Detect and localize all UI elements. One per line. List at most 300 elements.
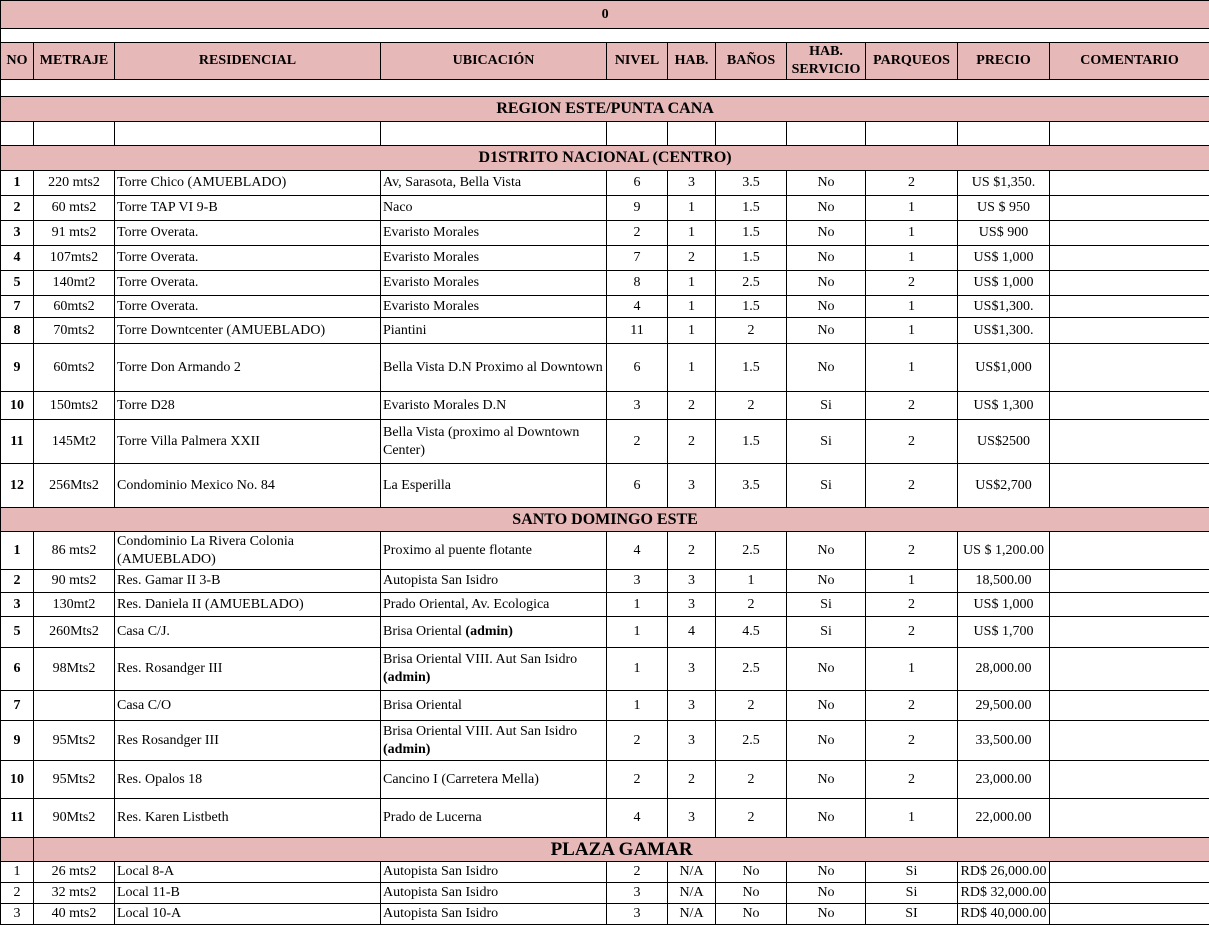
cell-precio: RD$ 40,000.00 [958,904,1050,925]
cell-parqueos: 2 [866,721,958,761]
cell-ubicacion [381,532,607,570]
cell-nivel: 2 [607,721,668,761]
cell-hab: 3 [668,648,716,691]
cell-metraje: 145Mt2 [34,420,115,464]
cell-ubicacion: Bella Vista D.N Proximo al Downtown [381,344,607,392]
cell-ubicacion [381,570,607,593]
cell-servicio: No [787,648,866,691]
cell-comentario [1050,221,1209,246]
cell-residencial: Condominio Mexico No. 84 [115,464,381,508]
cell-hab: N/A [668,904,716,925]
cell-servicio: Si [787,392,866,420]
cell-no: 8 [1,318,34,344]
cell-no: 11 [1,799,34,838]
table-row [1,296,1209,318]
cell-ubicacion: Piantini [381,318,607,344]
cell-servicio: No [787,246,866,271]
cell-comentario [1050,593,1209,617]
cell-ubicacion: La Esperilla [381,464,607,508]
table-row [1,799,1209,838]
table-row [1,862,1209,883]
cell-no: 1 [1,532,34,570]
cell-nivel: 4 [607,296,668,318]
cell-no: 7 [1,296,34,318]
cell-nivel: 4 [607,799,668,838]
cell-nivel: 2 [607,761,668,799]
cell-metraje: 60 mts2 [34,196,115,221]
cell-hab: 2 [668,392,716,420]
cell-comentario [1050,296,1209,318]
cell-residencial: Condominio La Rivera Colonia (AMUEBLADO) [115,532,381,570]
cell-ubicacion [381,721,607,761]
cell-no: 2 [1,570,34,593]
cell-servicio: No [787,570,866,593]
cell-residencial: Torre Don Armando 2 [115,344,381,392]
cell-banos: No [716,904,787,925]
cell-parqueos: Si [866,862,958,883]
cell-residencial: Casa C/O [115,691,381,721]
col-header-hab-servicio-line2: SERVICIO [791,62,861,77]
cell-comentario [1050,799,1209,838]
table-row [1,691,1209,721]
cell-servicio: No [787,196,866,221]
cell-ubicacion [381,761,607,799]
cell-servicio: Si [787,617,866,648]
cell-ubicacion-text: Brisa Oriental VIII. Aut San Isidro [383,723,578,739]
cell-parqueos: 1 [866,570,958,593]
cell-banos: 2.5 [716,721,787,761]
cell-ubicacion [381,799,607,838]
cell-residencial: Torre Overata. [115,271,381,296]
cell-metraje: 60mts2 [34,296,115,318]
cell-metraje: 60mts2 [34,344,115,392]
cell-servicio: No [787,296,866,318]
cell-comentario [1050,648,1209,691]
cell-hab: 3 [668,464,716,508]
cell-servicio: No [787,171,866,196]
cell-banos: 2.5 [716,648,787,691]
cell-residencial: Torre TAP VI 9-B [115,196,381,221]
cell-banos: 1 [716,570,787,593]
cell-residencial: Torre D28 [115,392,381,420]
cell-parqueos: 2 [866,271,958,296]
cell-nivel: 3 [607,392,668,420]
cell-parqueos: Si [866,883,958,904]
cell-residencial: Res. Rosandger III [115,648,381,691]
cell-banos: 2 [716,799,787,838]
cell-hab: 1 [668,196,716,221]
cell-precio: RD$ 26,000.00 [958,862,1050,883]
cell-ubicacion-text: Proximo al puente flotante [383,542,532,558]
cell-residencial: Torre Overata. [115,221,381,246]
cell-banos: 2 [716,761,787,799]
section-title-sde: SANTO DOMINGO ESTE [1,508,1209,532]
table-row [1,648,1209,691]
cell-residencial: Torre Chico (AMUEBLADO) [115,171,381,196]
cell-parqueos: 2 [866,617,958,648]
cell-hab: 3 [668,691,716,721]
cell-parqueos: 2 [866,392,958,420]
cell-no: 3 [1,593,34,617]
col-header-precio: PRECIO [958,43,1050,80]
cell-ubicacion: Autopista San Isidro [381,904,607,925]
cell-parqueos: 1 [866,344,958,392]
col-header-residencial: RESIDENCIAL [115,43,381,80]
table-row [1,761,1209,799]
col-header-metraje: METRAJE [34,43,115,80]
cell-banos: No [716,883,787,904]
cell-comentario [1050,196,1209,221]
cell-residencial: Casa C/J. [115,617,381,648]
cell-precio: US$1,300. [958,318,1050,344]
cell-no: 9 [1,721,34,761]
cell-banos: 2 [716,593,787,617]
cell-comentario [1050,246,1209,271]
cell-ubicacion: Naco [381,196,607,221]
cell-parqueos: 1 [866,296,958,318]
cell-metraje: 86 mts2 [34,532,115,570]
cell-precio: 33,500.00 [958,721,1050,761]
cell-banos: 2.5 [716,532,787,570]
cell-nivel: 6 [607,171,668,196]
cell-no: 9 [1,344,34,392]
cell-precio: US$2500 [958,420,1050,464]
cell-metraje: 140mt2 [34,271,115,296]
cell-comentario [1050,344,1209,392]
cell-no: 3 [1,221,34,246]
cell-metraje: 32 mts2 [34,883,115,904]
cell-no: 4 [1,246,34,271]
cell-servicio: Si [787,593,866,617]
cell-hab: 3 [668,171,716,196]
col-header-parqueos: PARQUEOS [866,43,958,80]
cell-ubicacion-text: Prado de Lucerna [383,810,482,825]
cell-nivel: 2 [607,862,668,883]
cell-nivel: 7 [607,246,668,271]
cell-metraje: 98Mts2 [34,648,115,691]
cell-banos: 1.5 [716,196,787,221]
cell-hab: 1 [668,271,716,296]
table-row [1,171,1209,196]
cell-nivel: 1 [607,648,668,691]
cell-parqueos: 1 [866,799,958,838]
cell-nivel: 6 [607,464,668,508]
cell-banos: 2 [716,392,787,420]
cell-servicio: No [787,318,866,344]
table-row [1,617,1209,648]
cell-precio: US$1,000 [958,344,1050,392]
cell-metraje: 220 mts2 [34,171,115,196]
cell-no: 12 [1,464,34,508]
header-row [1,43,1209,80]
cell-parqueos: 2 [866,761,958,799]
cell-residencial: Res. Daniela II (AMUEBLADO) [115,593,381,617]
table-row [1,883,1209,904]
cell-metraje: 90 mts2 [34,570,115,593]
cell-comentario [1050,617,1209,648]
cell-ubicacion [381,617,607,648]
cell-precio: US$ 1,000 [958,271,1050,296]
cell-no: 1 [1,171,34,196]
cell-ubicacion-note: (admin) [465,624,513,639]
section-cell [1,838,34,862]
cell-banos: 1.5 [716,344,787,392]
cell-hab: 2 [668,246,716,271]
cell-ubicacion-text: Autopista San Isidro [383,573,499,588]
cell-hab: 1 [668,221,716,246]
cell-hab: 1 [668,344,716,392]
cell-precio: US $1,350. [958,171,1050,196]
cell-metraje [34,691,115,721]
cell-servicio: No [787,761,866,799]
cell-comentario [1050,883,1209,904]
table-row [1,196,1209,221]
cell-residencial: Torre Downtcenter (AMUEBLADO) [115,318,381,344]
cell-banos: 4.5 [716,617,787,648]
cell-ubicacion-text: Prado Oriental, Av. Ecologica [383,596,550,612]
cell-hab: 3 [668,593,716,617]
col-header-hab-servicio [787,43,866,80]
col-header-banos: BAÑOS [716,43,787,80]
cell-comentario [1050,570,1209,593]
cell-ubicacion: Autopista San Isidro [381,883,607,904]
cell-parqueos: 1 [866,246,958,271]
cell-hab: 2 [668,420,716,464]
cell-precio: 29,500.00 [958,691,1050,721]
cell-comentario [1050,691,1209,721]
cell-no: 10 [1,392,34,420]
cell-precio: US$ 1,300 [958,392,1050,420]
cell-hab: 3 [668,721,716,761]
cell-precio: US $ 1,200.00 [958,532,1050,570]
col-header-no: NO [1,43,34,80]
cell-nivel: 2 [607,420,668,464]
cell-parqueos: 2 [866,532,958,570]
cell-metraje: 256Mts2 [34,464,115,508]
cell-banos: 2 [716,318,787,344]
cell-metraje: 95Mts2 [34,761,115,799]
cell-ubicacion-text: Brisa Oriental [383,624,466,639]
cell-ubicacion [381,593,607,617]
cell-precio: 23,000.00 [958,761,1050,799]
cell-comentario [1050,464,1209,508]
cell-ubicacion-text: Brisa Oriental [383,697,462,713]
table-row [1,420,1209,464]
cell-metraje: 70mts2 [34,318,115,344]
cell-no: 5 [1,617,34,648]
cell-nivel: 3 [607,570,668,593]
cell-precio: US$1,300. [958,296,1050,318]
section-title-dn: D1STRITO NACIONAL (CENTRO) [1,146,1209,171]
cell-nivel: 1 [607,617,668,648]
cell-hab: 3 [668,799,716,838]
cell-nivel: 4 [607,532,668,570]
cell-banos: 2 [716,691,787,721]
cell-metraje: 150mts2 [34,392,115,420]
table-row [1,318,1209,344]
cell-precio: US $ 950 [958,196,1050,221]
cell-parqueos: 2 [866,593,958,617]
cell-residencial: Local 10-A [115,904,381,925]
cell-banos: 1.5 [716,296,787,318]
cell-metraje: 91 mts2 [34,221,115,246]
cell-servicio: Si [787,420,866,464]
cell-servicio: No [787,532,866,570]
section-title-plaza: PLAZA GAMAR [34,838,1209,862]
cell-ubicacion-text: Brisa Oriental VIII. Aut San Isidro [383,652,578,667]
col-header-ubicacion: UBICACIÓN [381,43,607,80]
cell-comentario [1050,318,1209,344]
cell-precio: US$ 1,000 [958,593,1050,617]
col-header-comentario: COMENTARIO [1050,43,1209,80]
cell-comentario [1050,862,1209,883]
cell-no: 11 [1,420,34,464]
cell-precio: US$ 1,700 [958,617,1050,648]
cell-comentario [1050,721,1209,761]
cell-parqueos: 2 [866,691,958,721]
cell-hab: 4 [668,617,716,648]
cell-metraje: 26 mts2 [34,862,115,883]
cell-precio: 18,500.00 [958,570,1050,593]
cell-nivel: 1 [607,691,668,721]
cell-residencial: Res. Karen Listbeth [115,799,381,838]
cell-nivel: 8 [607,271,668,296]
cell-ubicacion-note: (admin) [383,741,431,757]
cell-no: 10 [1,761,34,799]
cell-hab: 1 [668,318,716,344]
cell-no: 7 [1,691,34,721]
cell-servicio: No [787,721,866,761]
section-title-este: REGION ESTE/PUNTA CANA [1,97,1209,122]
cell-hab: 2 [668,761,716,799]
empty-row [1,122,1209,146]
cell-metraje: 40 mts2 [34,904,115,925]
cell-comentario [1050,271,1209,296]
cell-precio: 28,000.00 [958,648,1050,691]
cell-precio: US$ 1,000 [958,246,1050,271]
cell-residencial: Torre Overata. [115,246,381,271]
cell-precio: US$2,700 [958,464,1050,508]
cell-ubicacion: Evaristo Morales [381,271,607,296]
cell-parqueos: 1 [866,196,958,221]
cell-banos: 3.5 [716,464,787,508]
cell-comentario [1050,420,1209,464]
cell-comentario [1050,761,1209,799]
cell-servicio: No [787,904,866,925]
cell-servicio: No [787,862,866,883]
cell-no: 2 [1,196,34,221]
cell-servicio: No [787,799,866,838]
table-row [1,221,1209,246]
cell-residencial: Torre Overata. [115,296,381,318]
cell-banos: 2.5 [716,271,787,296]
sheet-title: 0 [1,1,1209,29]
cell-nivel: 3 [607,883,668,904]
cell-ubicacion: Bella Vista (proximo al Downtown Center) [381,420,607,464]
cell-ubicacion-text: Cancino I (Carretera Mella) [383,771,539,787]
cell-precio: 22,000.00 [958,799,1050,838]
cell-parqueos: 1 [866,648,958,691]
cell-metraje: 90Mts2 [34,799,115,838]
cell-residencial: Local 8-A [115,862,381,883]
cell-ubicacion: Evaristo Morales [381,246,607,271]
col-header-hab-servicio-line1: HAB. [809,44,843,59]
cell-nivel: 9 [607,196,668,221]
cell-comentario [1050,532,1209,570]
cell-servicio: No [787,691,866,721]
cell-ubicacion: Autopista San Isidro [381,862,607,883]
cell-precio: US$ 900 [958,221,1050,246]
cell-ubicacion [381,648,607,691]
cell-comentario [1050,171,1209,196]
cell-metraje: 260Mts2 [34,617,115,648]
cell-hab: 3 [668,570,716,593]
cell-banos: 1.5 [716,420,787,464]
cell-residencial: Res Rosandger III [115,721,381,761]
spacer-row [1,29,1209,43]
cell-hab: 2 [668,532,716,570]
cell-nivel: 6 [607,344,668,392]
cell-no: 1 [1,862,34,883]
cell-ubicacion: Evaristo Morales [381,221,607,246]
cell-no: 2 [1,883,34,904]
cell-comentario [1050,392,1209,420]
cell-no: 5 [1,271,34,296]
cell-metraje: 130mt2 [34,593,115,617]
cell-banos: 1.5 [716,246,787,271]
cell-hab: N/A [668,862,716,883]
table-row [1,593,1209,617]
cell-hab: N/A [668,883,716,904]
cell-parqueos: 2 [866,420,958,464]
cell-ubicacion: Av, Sarasota, Bella Vista [381,171,607,196]
cell-parqueos: SI [866,904,958,925]
table-row [1,464,1209,508]
cell-metraje: 95Mts2 [34,721,115,761]
cell-hab: 1 [668,296,716,318]
cell-banos: No [716,862,787,883]
spacer-row [1,80,1209,97]
cell-metraje: 107mts2 [34,246,115,271]
cell-servicio: No [787,271,866,296]
cell-ubicacion: Evaristo Morales [381,296,607,318]
cell-ubicacion: Evaristo Morales D.N [381,392,607,420]
cell-parqueos: 1 [866,221,958,246]
cell-no: 6 [1,648,34,691]
cell-ubicacion-note: (admin) [383,670,431,685]
table-row [1,570,1209,593]
cell-nivel: 2 [607,221,668,246]
cell-servicio: Si [787,464,866,508]
table-row [1,344,1209,392]
cell-residencial: Res. Gamar II 3-B [115,570,381,593]
table-row [1,532,1209,570]
cell-precio: RD$ 32,000.00 [958,883,1050,904]
cell-servicio: No [787,883,866,904]
cell-parqueos: 2 [866,171,958,196]
cell-servicio: No [787,221,866,246]
cell-nivel: 11 [607,318,668,344]
table-row [1,271,1209,296]
cell-nivel: 1 [607,593,668,617]
table-row [1,904,1209,925]
table-row [1,721,1209,761]
cell-residencial: Local 11-B [115,883,381,904]
col-header-hab: HAB. [668,43,716,80]
cell-comentario [1050,904,1209,925]
cell-parqueos: 2 [866,464,958,508]
cell-banos: 1.5 [716,221,787,246]
